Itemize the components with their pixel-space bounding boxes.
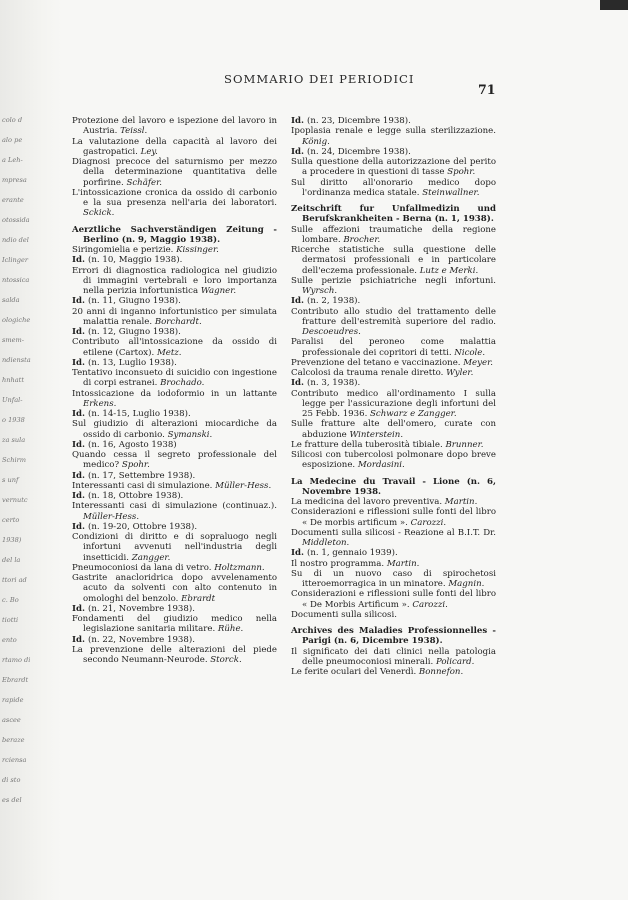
margin-fragment: beraze: [2, 736, 25, 744]
article-author: Schwarz e Zangger.: [370, 409, 457, 419]
article-title: Errori di diagnostica radiologica nel giudizio di immagini vertebrali e loro importanza nella perizia infortunistica: [72, 265, 277, 296]
article-entry: [291, 610, 496, 620]
article-author: Müller-Hess.: [83, 511, 140, 522]
running-header: SOMMARIO DEI PERIODICI: [224, 72, 415, 86]
article-title: Sulle perizie psichiatriche negli infortuni.: [291, 275, 496, 286]
article-author: Brochado.: [160, 378, 205, 389]
margin-fragment: rciensa: [2, 756, 27, 764]
article-title: Quando cessa il segreto professionale del medico?: [72, 450, 277, 471]
article-author: Middleton.: [302, 538, 350, 548]
margin-fragment: Ebrardt: [2, 676, 29, 684]
article-entry: [291, 178, 496, 199]
margin-fragment: za sula: [2, 436, 26, 444]
article-entry: [72, 245, 277, 255]
article-author: Brocher.: [343, 234, 381, 245]
margin-fragment: del la: [2, 556, 21, 564]
article-title: Contributo allo studio del trattamento delle fratture dell'estremità superiore del radio.: [291, 306, 496, 327]
id-label: Id.: [72, 491, 89, 501]
article-title: Il nostro programma.: [291, 558, 387, 569]
article-entry: [291, 647, 496, 668]
article-author: Martin.: [386, 558, 420, 569]
article-author: Spohr.: [121, 460, 150, 471]
issue-ref: (n. 23, Dicembre 1938).: [307, 116, 411, 126]
article-title: Considerazioni e riflessioni sulle fonti del libro « De morbis artificum ».: [291, 507, 496, 528]
margin-fragment: o 1938: [2, 416, 25, 424]
article-title: Condizioni di diritto e di sopraluogo negli infortuni avvenuti nell'industria degli insetticidi.: [72, 532, 277, 563]
margin-fragment: ento: [2, 636, 17, 644]
article-title: Contributo all'intossicazione da ossido di etilene (Cartox).: [72, 337, 277, 358]
article-title: Ipoplasia renale e legge sulla sterilizzazione.: [291, 126, 496, 137]
article-entry: [291, 569, 496, 590]
article-author: König.: [302, 136, 330, 147]
margin-fragment: a Leh-: [2, 156, 23, 164]
id-label: Id.: [291, 296, 308, 307]
issue-reference: [72, 635, 277, 645]
article-title: Protezione del lavoro e ispezione del lavoro in Austria.: [72, 116, 277, 137]
corner-tab: [600, 0, 628, 10]
article-entry: [291, 559, 496, 569]
issue-reference: [72, 255, 277, 265]
id-label: Id.: [72, 327, 89, 337]
article-author: Storck.: [210, 655, 242, 665]
article-entry: [72, 450, 277, 471]
article-title: Documenti sulla silicosi - Reazione al B.I.T. Dr.: [291, 527, 496, 538]
article-title: Calcolosi da trauma renale diretto.: [291, 368, 447, 378]
margin-fragment: ndiensta: [2, 356, 31, 364]
article-entry: [72, 337, 277, 358]
issue-ref: (n. 22, Novembre 1938).: [88, 634, 195, 645]
article-author: Teissl.: [120, 126, 148, 137]
article-author: Nicole.: [454, 347, 486, 358]
article-entry: [291, 225, 496, 246]
article-author: Wagner.: [200, 286, 237, 296]
issue-ref: (n. 19-20, Ottobre 1938).: [88, 521, 198, 532]
article-author: Lutz e Merki.: [419, 265, 479, 276]
article-entry: [72, 389, 277, 410]
issue-reference: [72, 409, 277, 419]
article-title: Le ferite oculari del Venerdì.: [291, 667, 419, 677]
article-title: La valutazione della capacità al lavoro dei gastropatici.: [72, 136, 277, 157]
margin-fragment: mpresa: [2, 176, 27, 184]
margin-fragment: ndio del: [2, 236, 29, 244]
article-author: Holtzmann.: [214, 562, 265, 573]
adjacent-page-edge: [0, 0, 62, 900]
article-entry: [291, 497, 496, 507]
issue-reference: [291, 296, 496, 306]
article-title: 20 anni di inganno infortunistico per simulata malattia renale.: [72, 306, 277, 327]
article-entry: [72, 307, 277, 328]
article-author: Müller-Hess.: [215, 480, 272, 491]
margin-fragment: Schirm: [2, 456, 26, 464]
article-title: Sulla questione della autorizzazione del perito a procedere in questioni di tasse: [291, 157, 496, 178]
journal-info: Parigi (n. 6, Dicembre 1938).: [302, 636, 443, 647]
id-label: Id.: [72, 521, 89, 532]
margin-fragment: rtamo di: [2, 656, 31, 664]
article-author: Spohr.: [447, 167, 476, 178]
article-title: Gastrite anacloridrica dopo avvelenamento acuto da solventi con alto contenuto in omologhi del benzolo.: [72, 573, 277, 604]
article-title: Paralisi del peroneo come malattia professionale dei copritori di tetti.: [291, 337, 496, 358]
article-title: Il significato dei dati clinici nella patologia delle pneumoconiosi minerali.: [291, 646, 496, 667]
issue-ref: (n. 21, Novembre 1938).: [88, 603, 195, 614]
margin-fragment: ntossica: [2, 276, 30, 284]
journal-name: La Medecine du Travail: [291, 476, 416, 487]
id-label: Id.: [72, 634, 89, 645]
id-label: Id.: [72, 255, 89, 266]
article-entry: [72, 368, 277, 389]
issue-reference: [72, 522, 277, 532]
article-entry: [72, 614, 277, 635]
article-entry: [72, 157, 277, 188]
article-title: Prevenzione del tetano e vaccinazione.: [291, 357, 464, 368]
margin-fragment: es del: [2, 796, 22, 804]
issue-ref: (n. 12, Giugno 1938).: [88, 327, 181, 337]
issue-reference: [72, 604, 277, 614]
article-title: La prevenzione delle alterazioni del piede secondo Neumann-Neurode.: [72, 644, 277, 665]
issue-ref: (n. 11, Giugno 1938).: [88, 296, 181, 307]
issue-ref: (n. 10, Maggio 1938).: [88, 255, 183, 266]
article-entry: [72, 563, 277, 573]
article-entry: [291, 337, 496, 358]
article-entry: [72, 532, 277, 563]
article-entry: [291, 440, 496, 450]
margin-fragment: rapide: [2, 696, 24, 704]
margin-fragment: tiotti: [2, 616, 19, 624]
article-entry: [291, 368, 496, 378]
article-author: Wyler.: [446, 368, 474, 378]
issue-reference: [291, 116, 496, 126]
margin-fragment: otossida: [2, 216, 30, 224]
journal-heading: [291, 477, 496, 498]
article-author: Descoeudres.: [302, 327, 361, 337]
journal-info: - Berna (n. 1, 1938).: [392, 214, 494, 225]
issue-ref: (n. 24, Dicembre 1938).: [307, 146, 411, 157]
issue-reference: [291, 147, 496, 157]
article-title: Considerazioni e riflessioni sulle fonti del libro « De Morbis Artificum ».: [291, 589, 496, 610]
issue-ref: (n. 17, Settembre 1938).: [88, 470, 196, 481]
margin-fragment: alo pe: [2, 136, 23, 144]
article-author: Erkens.: [83, 398, 117, 409]
article-entry: [72, 645, 277, 666]
article-title: Sul diritto all'onorario medico dopo l'ordinanza medica statale.: [291, 177, 496, 198]
article-title: Contributo medico all'ordinamento I sulla legge per l'assicurazione degli infortuni del 25 Febb. 1936.: [291, 388, 496, 419]
article-author: Steinwallner.: [422, 187, 480, 198]
article-title: Su di un nuovo caso di spirochetosi itteroemorragica in un minatore.: [291, 568, 496, 589]
article-title: Sulle fratture alte dell'omero, curate con abduzione: [291, 419, 496, 440]
article-title: Siringomielia e perizie.: [72, 245, 177, 255]
id-label: Id.: [291, 378, 308, 389]
issue-ref: (n. 13, Luglio 1938).: [88, 357, 177, 368]
article-author: Winterstein.: [349, 429, 404, 440]
article-author: Sckick.: [83, 208, 115, 219]
id-label: Id.: [72, 296, 89, 307]
article-author: Metz.: [156, 347, 182, 358]
issue-reference: [72, 327, 277, 337]
margin-fragment: vernutc: [2, 496, 28, 504]
margin-fragment: salda: [2, 296, 20, 304]
article-entry: [291, 528, 496, 549]
article-title: La medicina del lavoro preventiva.: [291, 497, 445, 507]
id-label: Id.: [72, 470, 89, 481]
article-entry: [72, 501, 277, 522]
article-entry: [291, 358, 496, 368]
journal-heading: [291, 626, 496, 647]
article-author: Wyrsch.: [302, 286, 338, 296]
article-author: Carozzi.: [410, 517, 447, 528]
journal-info: - Lione (n. 6, Novembre 1938.: [302, 476, 496, 497]
margin-fragment: certo: [2, 516, 20, 524]
article-author: Policard.: [435, 656, 475, 667]
issue-reference: [291, 548, 496, 558]
article-author: Rühe.: [217, 624, 244, 635]
issue-reference: [72, 471, 277, 481]
journal-name: Zeitschrift fur Unfallmedizin und Berufskrankheiten: [291, 204, 496, 225]
id-label: Id.: [72, 409, 89, 419]
journal-heading: [291, 204, 496, 225]
article-title: Interessanti casi di simulazione.: [72, 480, 216, 491]
id-label: Id.: [72, 439, 89, 450]
article-author: Meyer.: [463, 357, 493, 368]
article-title: Fondamenti del giudizio medico nella legislazione sanitaria militare.: [72, 614, 277, 635]
article-entry: [291, 276, 496, 297]
issue-reference: [72, 440, 277, 450]
article-title: Sulle affezioni traumatiche della regione lombare.: [291, 224, 496, 245]
article-entry: [72, 188, 277, 219]
journal-info: - Berlino (n. 9, Maggio 1938).: [83, 224, 277, 245]
journal-name: Aerztliche Sachverständigen Zeitung: [72, 224, 264, 235]
article-author: Magnin.: [448, 579, 485, 589]
article-entry: [72, 419, 277, 440]
article-entry: [291, 589, 496, 610]
journal-heading: [72, 225, 277, 246]
article-entry: [291, 245, 496, 276]
article-title: Ricerche statistiche sulla questione delle dermatosi professionali e in particolare dell'eczema professionale.: [291, 245, 496, 276]
issue-ref: (n. 16, Agosto 1938): [88, 439, 177, 450]
margin-fragment: Unfal-: [2, 396, 23, 404]
issue-ref: (n. 3, 1938).: [307, 378, 361, 389]
left-column: [72, 116, 277, 665]
issue-ref: (n. 18, Ottobre 1938).: [88, 491, 184, 501]
article-title: Tentativo inconsueto di suicidio con ingestione di corpi estranei.: [72, 368, 277, 389]
margin-fragment: di sto: [2, 776, 21, 784]
article-title: L'intossicazione cronica da ossido di carbonio e la sua presenza nell'aria dei laboratori.: [72, 187, 277, 208]
article-author: Kissinger.: [176, 245, 219, 255]
margin-fragment: ologiche: [2, 316, 31, 324]
article-title: Intossicazione da iodoformio in un lattante: [72, 388, 277, 399]
article-entry: [72, 573, 277, 604]
issue-reference: [72, 491, 277, 501]
margin-fragment: ttori ad: [2, 576, 27, 584]
id-label: Id.: [72, 357, 89, 368]
article-entry: [291, 389, 496, 420]
article-author: Martin.: [444, 497, 478, 507]
margin-fragment: c. Bo: [2, 596, 19, 604]
issue-reference: [72, 296, 277, 306]
article-entry: [72, 137, 277, 158]
margin-fragment: 1938): [2, 536, 22, 544]
article-entry: [291, 126, 496, 147]
article-entry: [291, 450, 496, 471]
article-title: Silicosi con tubercolosi polmonare dopo breve esposizione.: [291, 450, 496, 471]
article-title: Documenti sulla silicosi.: [291, 609, 397, 620]
article-title: Le fratture della tuberosità tibiale.: [291, 439, 446, 450]
article-author: Symanski.: [167, 429, 213, 440]
id-label: Id.: [291, 146, 308, 157]
article-entry: [72, 481, 277, 491]
article-author: Ebrardt: [181, 593, 216, 604]
issue-reference: [72, 358, 277, 368]
article-entry: [291, 507, 496, 528]
article-title: Sul giudizio di alterazioni miocardiche da ossido di carbonio.: [72, 419, 277, 440]
margin-fragment: Iclinger: [2, 256, 29, 264]
journal-name: Archives des Maladies Professionnelles -: [291, 626, 496, 636]
article-author: Zangger.: [131, 552, 171, 563]
article-author: Carozzi.: [412, 599, 448, 610]
article-entry: [291, 157, 496, 178]
margin-fragment: colo d: [2, 116, 23, 124]
id-label: Id.: [291, 116, 308, 126]
margin-fragment: smem-: [2, 336, 25, 344]
article-author: Bonnefon.: [418, 667, 464, 677]
margin-fragment: erante: [2, 196, 24, 204]
article-author: Ley.: [140, 146, 158, 157]
article-entry: [291, 419, 496, 440]
issue-ref: (n. 1, gennaio 1939).: [307, 548, 398, 559]
issue-ref: (n. 14-15, Luglio 1938).: [88, 409, 191, 419]
article-author: Schäfer.: [126, 177, 162, 188]
margin-fragment: ascee: [2, 716, 21, 724]
article-author: Borchardt.: [154, 316, 202, 327]
article-entry: [291, 307, 496, 338]
issue-ref: (n. 2, 1938).: [307, 296, 361, 307]
article-author: Mordasini.: [357, 460, 405, 471]
article-entry: [72, 266, 277, 297]
id-label: Id.: [291, 548, 308, 559]
article-title: Pneumoconiosi da lana di vetro.: [72, 562, 215, 573]
article-title: Interessanti casi di simulazione (continuaz.).: [72, 501, 277, 512]
article-author: Brunner.: [445, 439, 484, 450]
issue-reference: [291, 378, 496, 388]
right-column: [291, 116, 496, 677]
margin-fragment: s unf: [2, 476, 19, 484]
article-title: Diagnosi precoce del saturnismo per mezzo della determinazione quantitativa delle porfirine.: [72, 157, 277, 188]
id-label: Id.: [72, 603, 89, 614]
page-number: 71: [478, 82, 496, 97]
article-entry: [72, 116, 277, 137]
article-entry: [291, 667, 496, 677]
margin-fragment: hnhatt: [2, 376, 24, 384]
